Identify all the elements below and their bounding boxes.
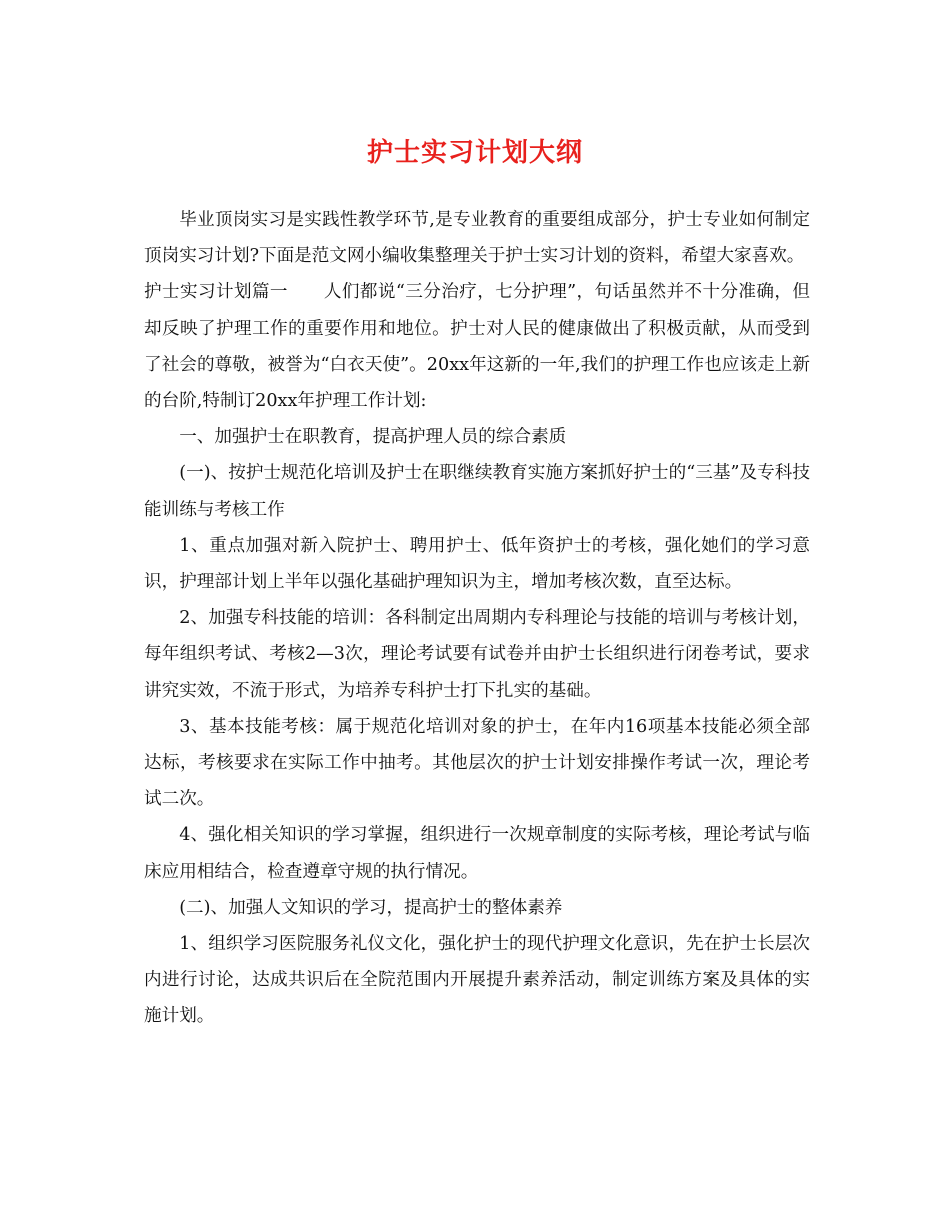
paragraph-item-4: 4、强化相关知识的学习掌握，组织进行一次规章制度的实际考核，理论考试与临床应用相结合，检查遵章守规的执行情况。	[144, 825, 810, 882]
heading-subsection-two: (二)、加强人文知识的学习，提高护士的整体素养	[179, 897, 563, 918]
paragraph-item-1: 1、重点加强对新入院护士、聘用护士、低年资护士的考核，强化她们的学习意识，护理部计划上半年以强化基础护理知识为主，增加考核次数，直至达标。	[144, 535, 810, 593]
document-title: 护士实习计划大纲	[366, 138, 583, 168]
paragraph-plan-one: 护士实习计划篇一 人们都说“三分治疗，七分护理”，句话虽然并不十分准确，但却反映了护理工作的重要作用和地位。护士对人民的健康做出了积极贡献，从而受到了社会的尊敬，被誉为“白衣天使”。20xx年这新的一年,我们的护理工作也应该走上新的台阶,特制订20xx年护理工作计划:	[144, 282, 810, 412]
paragraph-item-2: 2、加强专科技能的培训：各科制定出周期内专科理论与技能的培训与考核计划，每年组织考试、考核2—3次，理论考试要有试卷并由护士长组织进行闭卷考试，要求讲究实效，不流于形式，为培养专科护士打下扎实的基础。	[144, 608, 810, 701]
document-body	[144, 202, 810, 1035]
paragraph-item-2-1: 1、组织学习医院服务礼仪文化，强化护士的现代护理文化意识，先在护士长层次内进行讨论，达成共识后在全院范围内开展提升素养活动，制定训练方案及具体的实施计划。	[144, 934, 810, 1027]
paragraph-item-3: 3、基本技能考核：属于规范化培训对象的护士，在年内16项基本技能必须全部达标，考核要求在实际工作中抽考。其他层次的护士计划安排操作考试一次，理论考试二次。	[144, 716, 810, 810]
heading-section-one: 一、加强护士在职教育，提高护理人员的综合素质	[179, 427, 567, 448]
paragraph-intro: 毕业顶岗实习是实践性教学环节,是专业教育的重要组成部分，护士专业如何制定顶岗实习计划?下面是范文网小编收集整理关于护士实习计划的资料，希望大家喜欢。	[144, 210, 810, 267]
heading-subsection-one: (一)、按护士规范化培训及护士在职继续教育实施方案抓好护士的“三基”及专科技能训练与考核工作	[144, 463, 810, 520]
